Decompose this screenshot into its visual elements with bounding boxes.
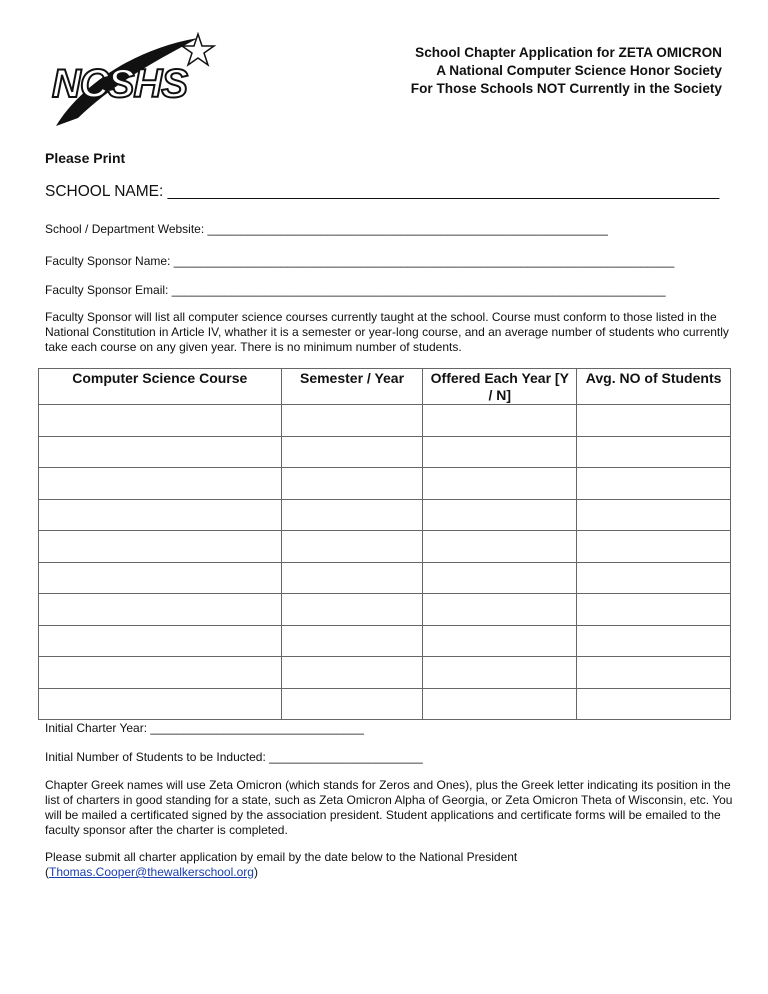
please-print-label: Please Print [45,150,126,166]
table-cell[interactable] [423,405,577,437]
school-name-field[interactable]: SCHOOL NAME: ________________________________________________________________ [45,183,720,200]
table-cell[interactable] [423,562,577,594]
table-cell[interactable] [577,688,731,720]
column-header-avg-students: Avg. NO of Students [577,369,731,405]
table-row [39,531,731,563]
table-cell[interactable] [39,531,282,563]
table-cell[interactable] [281,594,423,626]
table-cell[interactable] [577,405,731,437]
submit-email-line [45,865,735,880]
sponsor-email-field[interactable]: Faculty Sponsor Email: __________________________________________________________________________ [45,283,666,297]
inducted-count-field[interactable]: Initial Number of Students to be Inducted: _______________________ [45,750,423,764]
intro-paragraph: Faculty Sponsor will list all computer science courses currently taught at the school. Course must conform to those listed in the National Constitution in Article IV, whather it is a semester or year-long course, and an average number of students who currently take each course on any given year. There is no minimum number of students. [45,310,729,354]
table-cell[interactable] [281,531,423,563]
table-cell[interactable] [423,499,577,531]
table-cell[interactable] [423,436,577,468]
table-cell[interactable] [577,499,731,531]
table-cell[interactable] [281,405,423,437]
submit-instructions [45,850,735,880]
table-row [39,468,731,500]
table-row [39,625,731,657]
table-cell[interactable] [423,625,577,657]
table-cell[interactable] [281,499,423,531]
courses-table [38,368,731,720]
table-row [39,436,731,468]
table-cell[interactable] [39,657,282,689]
table-cell[interactable] [281,688,423,720]
table-cell[interactable] [577,531,731,563]
table-row [39,405,731,437]
table-header-row [39,369,731,405]
table-cell[interactable] [423,688,577,720]
greek-names-paragraph: Chapter Greek names will use Zeta Omicron (which stands for Zeros and Ones), plus the Greek letter indicating its position in the list of charters in good standing for a state, such as Zeta Omicron Alpha of Georgia, or Zeta Omicron Theta of Wisconsin, etc. You will be mailed a certificated signed by the association president. Student applications and certificate forms will be emailed to the faculty sponsor after the charter is completed. [45,778,733,837]
table-cell[interactable] [281,468,423,500]
charter-year-field[interactable]: Initial Charter Year: ________________________________ [45,721,364,735]
close-paren: ) [253,865,258,879]
table-cell[interactable] [39,562,282,594]
table-cell[interactable] [577,625,731,657]
table-cell[interactable] [281,657,423,689]
sponsor-name-field[interactable]: Faculty Sponsor Name: ___________________________________________________________________________ [45,254,675,268]
table-cell[interactable] [577,436,731,468]
website-field[interactable]: School / Department Website: ____________________________________________________________ [45,222,608,236]
table-cell[interactable] [39,594,282,626]
president-email-link[interactable]: Thomas.Cooper@thewalkerschool.org [49,865,254,879]
header-note: For Those Schools NOT Currently in the Society [410,81,722,96]
table-cell[interactable] [39,436,282,468]
table-cell[interactable] [281,436,423,468]
table-cell[interactable] [39,499,282,531]
table-cell[interactable] [577,594,731,626]
table-cell[interactable] [281,562,423,594]
table-row [39,657,731,689]
table-cell[interactable] [577,468,731,500]
table-cell[interactable] [423,594,577,626]
submit-text: Please submit all charter application by email by the date below to the National President [45,850,518,864]
table-cell[interactable] [281,625,423,657]
table-row [39,562,731,594]
header-title: School Chapter Application for ZETA OMICRON [415,45,722,60]
table-cell[interactable] [577,657,731,689]
table-row [39,688,731,720]
column-header-offered: Offered Each Year [Y / N] [423,369,577,405]
header-subtitle: A National Computer Science Honor Society [436,63,722,78]
open-paren: ( [45,865,49,879]
ncshs-logo [48,30,218,130]
table-cell[interactable] [39,468,282,500]
table-cell[interactable] [39,688,282,720]
table-row [39,594,731,626]
column-header-semester: Semester / Year [281,369,423,405]
logo-wordmark: NCSHS [52,62,188,106]
table-cell[interactable] [423,468,577,500]
document-header [411,44,722,98]
table-cell[interactable] [39,625,282,657]
table-row [39,499,731,531]
table-cell[interactable] [39,405,282,437]
table-cell[interactable] [577,562,731,594]
table-cell[interactable] [423,657,577,689]
table-cell[interactable] [423,531,577,563]
column-header-course: Computer Science Course [39,369,282,405]
